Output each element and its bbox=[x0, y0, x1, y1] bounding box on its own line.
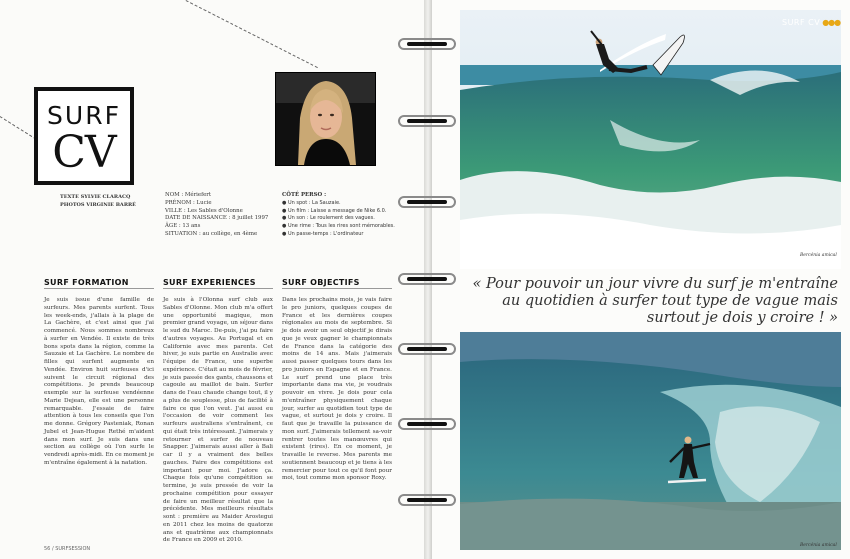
column-heading-objectifs: SURF OBJECTIFS bbox=[282, 278, 360, 287]
perso-item: ● Un film : Laisse a message de Nike 6.0. bbox=[282, 207, 387, 214]
perso-item: ● Un passe-temps : L'ordinateur bbox=[282, 230, 364, 237]
pull-quote: « Pour pouvoir un jour vivre du surf je m'entraîne au quotidien à surfer tout type de vague mais surtout je dois y croire ! » bbox=[472, 276, 838, 326]
column-heading-experiences: SURF EXPERIENCES bbox=[163, 278, 256, 287]
id-line: SITUATION : au collège, en 4ème bbox=[165, 230, 258, 237]
credit-text: TEXTE SYLVIE CLARACQ bbox=[60, 194, 131, 200]
id-line: DATE DE NAISSANCE : 8 juillet 1997 bbox=[165, 215, 269, 222]
section-tag-text: SURF CV bbox=[782, 18, 821, 27]
surf-photo-bottom bbox=[460, 332, 841, 550]
spiral-ring bbox=[398, 273, 456, 285]
perso-item: ● Un son : Le roulement des vagues. bbox=[282, 215, 375, 222]
id-line: ÂGE : 13 ans bbox=[165, 223, 201, 230]
spiral-ring bbox=[398, 196, 456, 208]
column-rule bbox=[163, 288, 273, 289]
column-text-formation: Je suis issue d'une famille de surfeurs. Mes parents surfent. Tous les week-ends, j'allais à la plage de La Gachère, et c'est ainsi que j'ai commencé. Nous sommes nombreux à surfer en Vendée. Il existe de très bons spots dans la région, comme la Sauzaie et La Gachère. Le nombre de filles qui surfent augmente en Vendée. Environ huit surfeuses d'ici suivent le circuit régional des compétitions. Je prends beaucoup exemple sur la surfeuse vendéenne Marie Dejean, elle est une personne remarquable. J'essaie de faire attention à tous les conseils que l'on me donne. Grégory Pasteniak, Ronan Jubel et Jean-Hugue Rethé m'aident dans mon surf. Je suis dans une section au collège où l'on surfe le vendredi après-midi. En ce moment je m'entraîne également à la natation. bbox=[44, 297, 154, 466]
perso-item: ● Un spot : La Sauzaie. bbox=[282, 199, 341, 206]
surf-photo-top bbox=[460, 10, 841, 269]
id-line: PRÉNOM : Lucie bbox=[165, 199, 212, 206]
perso-heading: CÔTÉ PERSO : bbox=[282, 192, 327, 198]
photo-caption-bottom: Bercénia amical bbox=[800, 543, 837, 548]
column-text-objectifs: Dans les prochains mois, je vais faire le pro juniors, quelques coupes de France et les dernières coupes régionales au mois de septembre. Si je dois avoir un seul objectif je dirais que je veux gagner le championnats de France dans la catégorie des moins de 14 ans. Mais j'aimerais aussi passer quelques tours dans les pro juniors en Espagne et en France. Le surf prend une place très importante dans ma vie, je voudrais pouvoir en vivre. Je dois pour cela m'entraîner physiquement chaque jour, surfer au quotidien tout type de vague, et surtout je dois y croire. Il faut que je travaille la puissance de mon surf. J'aimerais tellement sa-voir rentrer toutes les manœuvres qui existent (rires). En ce moment, je travaille le reverse. Mes parents me soutiennent beaucoup et je tiens à les remercier pour tout ce qu'il font pour moi, tout comme mon sponsor Roxy. bbox=[282, 297, 392, 482]
left-page bbox=[0, 0, 424, 559]
spiral-ring bbox=[398, 418, 456, 430]
id-line: VILLE : Les Sables d'Olonne bbox=[165, 207, 243, 214]
rope-line bbox=[186, 0, 320, 69]
id-line: NOM : Mériefert bbox=[165, 192, 212, 198]
credit-photo: PHOTOS VIRGINIE BARRÉ bbox=[60, 202, 136, 208]
section-tag bbox=[782, 18, 840, 27]
column-rule bbox=[44, 288, 154, 289]
surf-cv-logo bbox=[34, 87, 134, 185]
id-card bbox=[165, 192, 280, 239]
logo-word-cv: CV bbox=[52, 127, 116, 178]
tag-dots-icon: ●●● bbox=[822, 18, 841, 27]
perso-item: ● Une rime : Tous les rires sont mémorables. bbox=[282, 223, 395, 230]
column-rule bbox=[282, 288, 392, 289]
portrait-photo bbox=[275, 72, 376, 166]
spiral-ring bbox=[398, 343, 456, 355]
column-heading-formation: SURF FORMATION bbox=[44, 278, 129, 287]
page-folio: 56 / SURFSESSION bbox=[44, 546, 91, 552]
column-text-experiences: Je suis à l'Olonna surf club aux Sables d'Olonne. Mon club m'a offert une opportunité magique, mon premier grand voyage, un séjour dans le sud du Maroc. De-puis, j'ai pu faire d'autres voyages. Au Portugal et en Californie avec mes parents. Cet hiver, je suis partie en Australie avec l'équipe de France, une superbe expérience. C'était au mois de février, je suis passée des gants, chaussons et cagoule au maillot de bain. Surfer dans de l'eau chaude change tout, il y a plus de souplesse, plus de facilité à faire ce que l'on veut. J'ai aussi eu l'occasion de voir comment les surfeurs australiens s'entraînent, ce qui était très intéressant. J'aimerais y retourner et surfer de nouveau Snapper. J'aimerais aussi aller à Bali car il y a vraiment des belles gauches. Faire des compétitions est important pour moi. J'adore ça. Chaque fois qu'une compétition se termine, je suis pressée de voir la prochaine compétition pour essayer de faire un meilleur résultat que la précédente. Mes meilleurs résultats sont : première au Maider Arostegui en 2011 chez les moins de quatorze ans et quatrième aux championnats de France en 2009 et 2010. bbox=[163, 297, 273, 544]
spiral-ring bbox=[398, 494, 456, 506]
photo-caption-top: Bercénia amical bbox=[800, 253, 837, 258]
spiral-ring bbox=[398, 38, 456, 50]
credits bbox=[60, 193, 136, 209]
logo-word-surf: SURF bbox=[47, 101, 121, 130]
spiral-ring bbox=[398, 115, 456, 127]
